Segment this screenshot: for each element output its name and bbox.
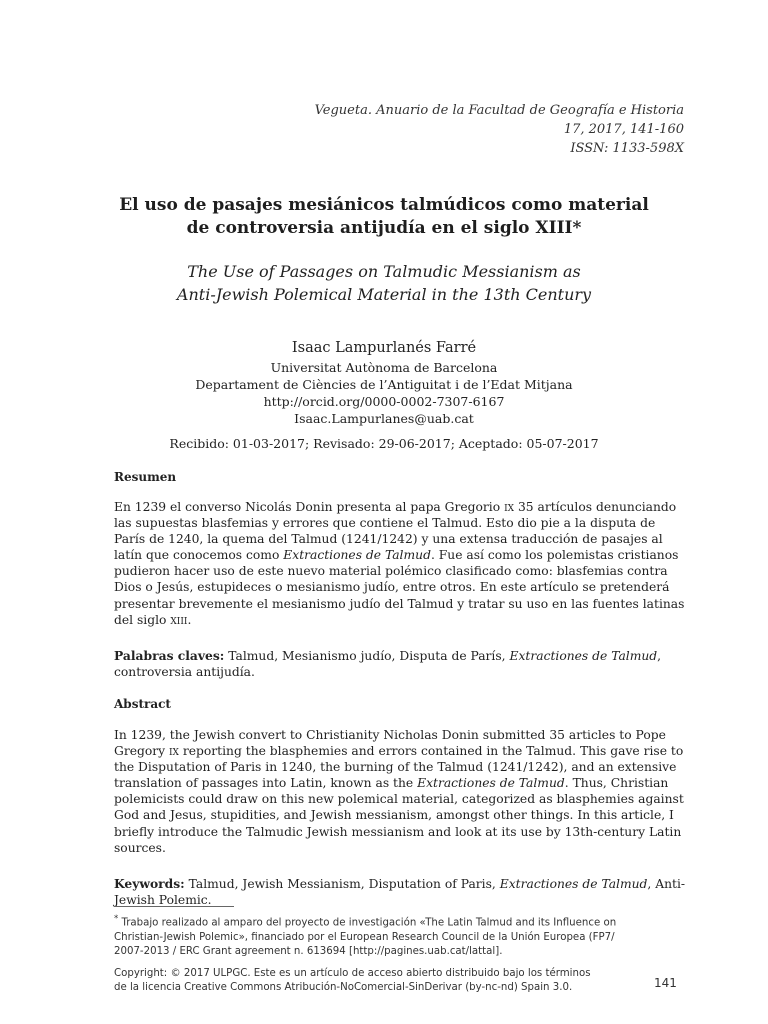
- journal-name: Vegueta. Anuario de la Facultad de Geografía e Historia: [314, 103, 684, 118]
- resumen-line: [114, 531, 663, 547]
- author-name: Isaac Lampurlanés Farré: [291, 340, 477, 356]
- abstract-line: [114, 775, 669, 791]
- article-title-line-2: de controversia antijudía en el siglo XIII*: [186, 218, 582, 238]
- keywords-text-a: Talmud, Jewish Messianism, Disputation of Paris,: [184, 877, 500, 891]
- keywords: [114, 876, 686, 908]
- abstract-text: In 1239, the Jewish convert to Christianity Nicholas Donin submitted 35 articles to Pope: [114, 728, 666, 742]
- resumen-body: [114, 499, 685, 628]
- resumen-line: [114, 612, 654, 628]
- abstract-body: [114, 727, 684, 856]
- keywords-label: Keywords:: [114, 876, 185, 891]
- resumen-text: pudieron hacer uso de este nuevo material polémico clasificado como: blasfemias contra: [114, 564, 668, 579]
- abstract-text: briefly introduce the Talmudic Jewish messianism and look at its use by 13th-century Latin: [114, 824, 682, 839]
- resumen-text: 35 artículos denunciando: [514, 500, 677, 514]
- resumen-text: . Fue así como los polemistas cristianos: [430, 548, 679, 563]
- palabras-claves-text-b: Extractiones de Talmud: [509, 649, 658, 663]
- footnote-divider: [114, 906, 234, 907]
- journal-header: [204, 101, 684, 158]
- abstract-line: [114, 807, 674, 823]
- abstract-text: sources.: [114, 840, 166, 855]
- footnote-marker: *: [114, 914, 119, 924]
- author-orcid-link[interactable]: http://orcid.org/0000-0002-7307-6167: [263, 394, 505, 409]
- journal-volume: 17, 2017, 141-160: [563, 122, 684, 137]
- abstract-text: reporting the blasphemies and errors contained in the Talmud. This gave rise to: [178, 744, 684, 759]
- journal-issn: ISSN: 1133-598X: [570, 141, 684, 156]
- resumen-text: En 1239 el converso Nicolás Donin presenta al papa Gregorio: [114, 500, 505, 514]
- article-title-english: [84, 260, 684, 306]
- resumen-text: del siglo: [114, 612, 171, 627]
- abstract-text: the Disputation of Paris in 1240, the burning of the Talmud (1241/1242), and an extensive: [114, 760, 677, 775]
- resumen-line: [114, 499, 677, 515]
- page-number: 141: [654, 976, 677, 990]
- abstract-heading: Abstract: [114, 697, 171, 711]
- resumen-text: ix: [504, 500, 515, 514]
- article-title-line-1: El uso de pasajes mesiánicos talmúdicos como material: [119, 195, 649, 215]
- palabras-claves-text-a: Talmud, Mesianismo judío, Disputa de París,: [224, 649, 510, 663]
- resumen-heading: Resumen: [114, 470, 177, 484]
- palabras-claves: [114, 648, 662, 680]
- resumen-text: latín que conocemos como: [114, 548, 284, 563]
- abstract-line: [114, 727, 666, 743]
- resumen-text: Dios o Jesús, estupideces o mesianismo judío, entre otros. En este artículo se pretenderá: [114, 580, 670, 595]
- resumen-line: [114, 596, 685, 612]
- copyright-notice: [114, 967, 634, 995]
- abstract-line: [114, 824, 682, 840]
- abstract-line: [114, 743, 684, 759]
- author-department: Departament de Ciències de l’Antiguitat i de l’Edat Mitjana: [195, 377, 573, 392]
- abstract-line: [114, 759, 677, 775]
- abstract-text: Gregory: [114, 744, 169, 759]
- resumen-text: presentar brevemente el mesianismo judío del Talmud y tratar su uso en las fuentes latinas: [114, 596, 685, 611]
- abstract-text: translation of passages into Latin, known as the: [114, 776, 418, 791]
- article-title-english-line-2: Anti-Jewish Polemical Material in the 13th Century: [176, 285, 592, 304]
- resumen-line: [114, 547, 679, 563]
- resumen-line: [114, 515, 654, 531]
- resumen-text: Extractiones de Talmud: [283, 548, 431, 563]
- keywords-text-b: Extractiones de Talmud: [499, 877, 648, 891]
- footnote: [114, 912, 654, 960]
- abstract-line: [114, 791, 684, 807]
- submission-dates: Recibido: 01-03-2017; Revisado: 29-06-2017; Aceptado: 05-07-2017: [169, 436, 599, 451]
- author-block: [84, 337, 684, 427]
- article-title-english-line-1: The Use of Passages on Talmudic Messianism as: [187, 262, 581, 281]
- copyright-line-1: Copyright: © 2017 ULPGC. Este es un artículo de acceso abierto distribuido bajo los términos: [114, 968, 591, 979]
- abstract-text: polemicists could draw on this new polemical material, categorized as blasphemies against: [114, 792, 684, 807]
- abstract-line: [114, 840, 654, 856]
- resumen-line: [114, 563, 668, 579]
- footnote-line-3: 2007-2013 / ERC Grant agreement n. 613694 [http://pagines.uab.cat/lattal].: [114, 946, 503, 958]
- keywords-text-line-2: Jewish Polemic.: [114, 893, 212, 908]
- abstract-text: . Thus, Christian: [564, 776, 669, 791]
- abstract-text: Extractiones de Talmud: [417, 776, 565, 791]
- article-title: [84, 194, 684, 240]
- palabras-claves-text-c: ,: [657, 649, 662, 663]
- footnote-line-1: Trabajo realizado al amparo del proyecto de investigación «The Latin Talmud and its Influence on: [118, 917, 617, 929]
- footnote-line-2: Christian-Jewish Polemic», financiado por el European Research Council de la Unión Europea (FP7/: [114, 931, 615, 943]
- author-university: Universitat Autònoma de Barcelona: [270, 360, 498, 375]
- abstract-text: God and Jesus, stupidities, and Jewish messianism, amongst other things. In this article, I: [114, 808, 674, 823]
- resumen-text: xiii: [170, 612, 188, 627]
- resumen-line: [114, 579, 670, 595]
- keywords-text-c: , Anti-: [647, 877, 686, 891]
- resumen-text: las supuestas blasfemias y errores que contiene el Talmud. Esto dio pie a la disputa de: [114, 516, 656, 531]
- abstract-text: ix: [169, 744, 179, 759]
- copyright-line-2: de la licencia Creative Commons Atribución-NoComercial-SinDerivar (by-nc-nd) Spain 3.0.: [114, 982, 573, 993]
- palabras-claves-text-line-2: controversia antijudía.: [114, 665, 255, 680]
- palabras-claves-label: Palabras claves:: [114, 648, 225, 663]
- resumen-text: .: [187, 612, 192, 627]
- author-email-link[interactable]: Isaac.Lampurlanes@uab.cat: [294, 411, 474, 426]
- resumen-text: París de 1240, la quema del Talmud (1241/1242) y una extensa traducción de pasajes al: [114, 532, 663, 547]
